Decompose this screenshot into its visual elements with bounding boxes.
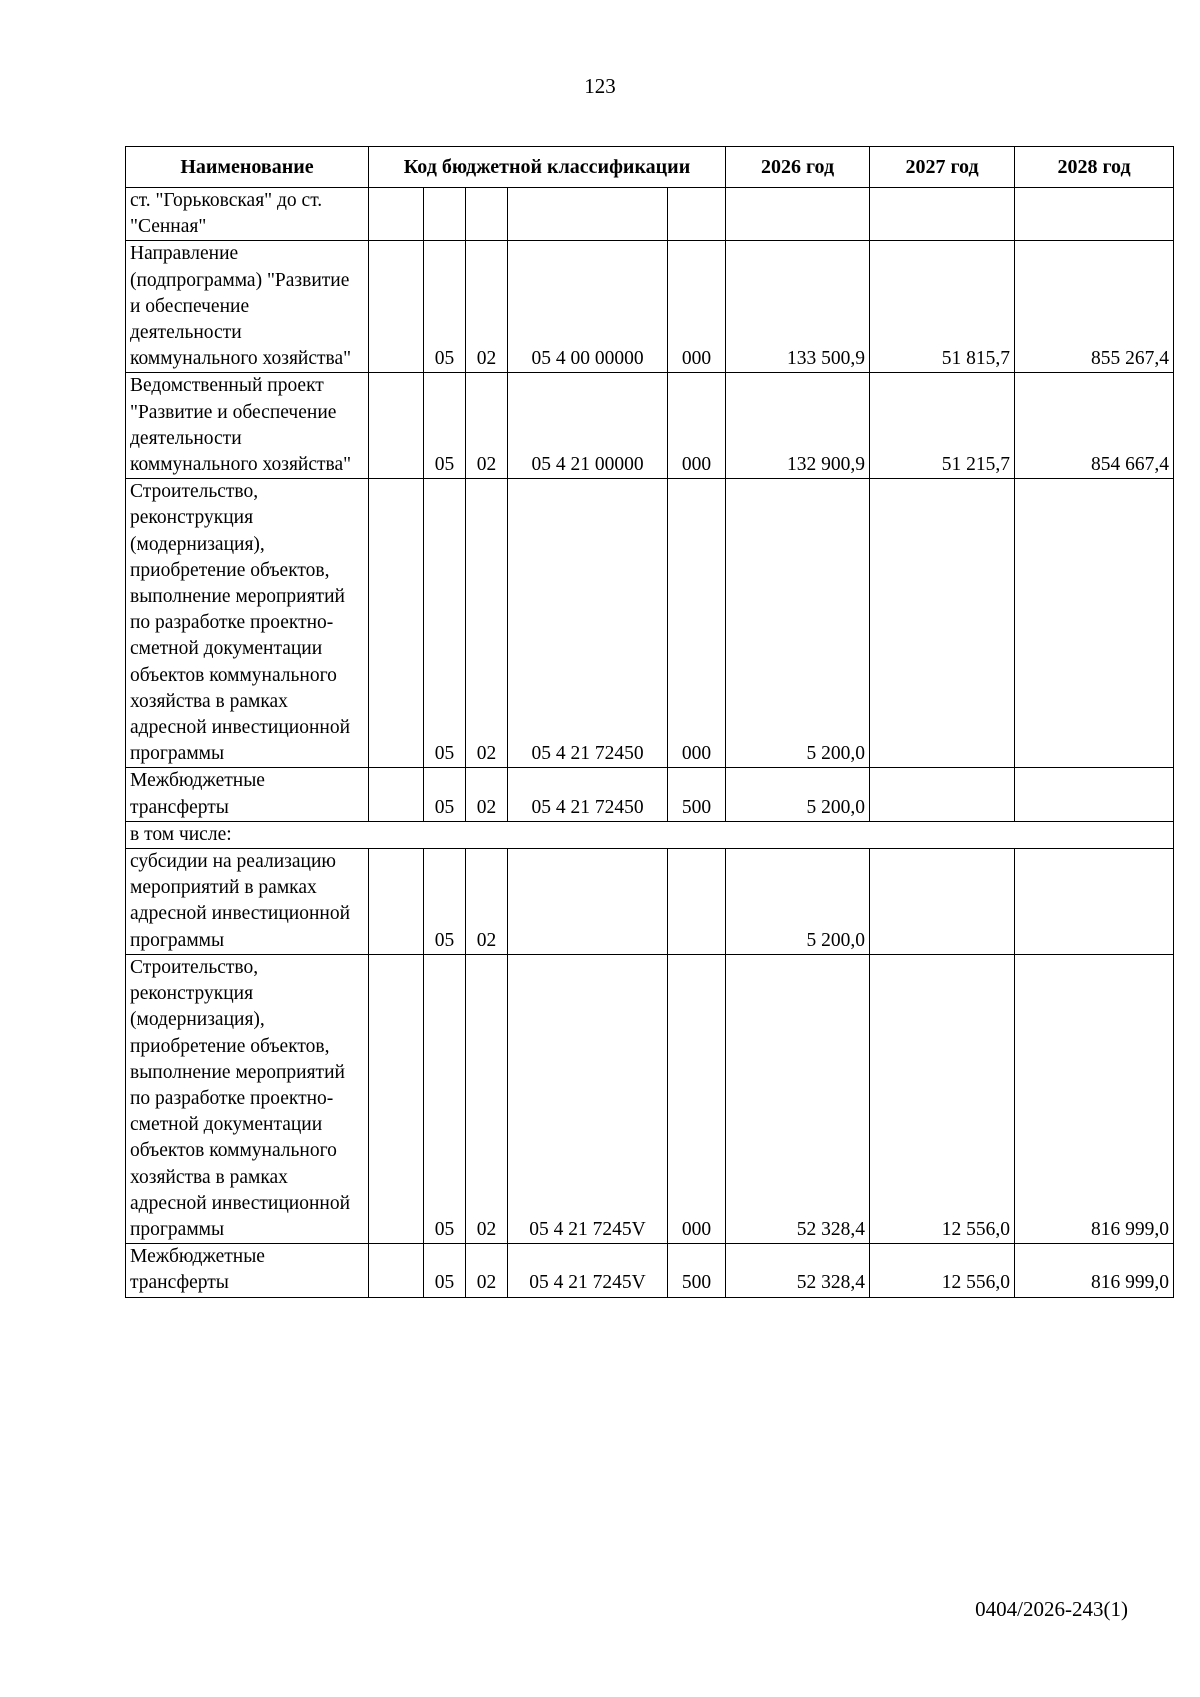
code-section: 05: [424, 373, 466, 479]
code-type: [668, 849, 726, 955]
code-type: 500: [668, 768, 726, 821]
value-2027: 51 215,7: [870, 373, 1015, 479]
table-header-row: [126, 147, 1174, 188]
code-subsection: [466, 188, 508, 241]
table-row: [126, 241, 1174, 373]
code-target: 05 4 21 72450: [508, 768, 668, 821]
value-2027: 51 815,7: [870, 241, 1015, 373]
code-type: 000: [668, 241, 726, 373]
code-type: [668, 188, 726, 241]
code-empty: [369, 1244, 424, 1297]
code-section: 05: [424, 479, 466, 768]
code-target: 05 4 21 7245V: [508, 1244, 668, 1297]
table-row: [126, 954, 1174, 1243]
row-name: субсидии на реализацию мероприятий в рамках адресной инвестиционной программы: [126, 849, 369, 955]
value-2026: 5 200,0: [726, 768, 870, 821]
value-2026: 52 328,4: [726, 954, 870, 1243]
value-2028: [1015, 768, 1174, 821]
row-name: Межбюджетные трансферты: [126, 768, 369, 821]
code-subsection: 02: [466, 479, 508, 768]
code-section: 05: [424, 954, 466, 1243]
value-2026: 132 900,9: [726, 373, 870, 479]
header-2026: 2026 год: [726, 147, 870, 188]
row-name: Строительство, реконструкция (модернизация), приобретение объектов, выполнение мероприятий по разработке проектно-сметной документации объектов коммунального хозяйства в рамках адресной инвестиционной программы: [126, 954, 369, 1243]
value-2027: [870, 479, 1015, 768]
value-2028: 855 267,4: [1015, 241, 1174, 373]
value-2026: 5 200,0: [726, 849, 870, 955]
table-row: [126, 373, 1174, 479]
page-number: 123: [584, 74, 616, 98]
code-empty: [369, 849, 424, 955]
value-2027: 12 556,0: [870, 954, 1015, 1243]
code-subsection: 02: [466, 849, 508, 955]
code-target: 05 4 21 00000: [508, 373, 668, 479]
code-empty: [369, 954, 424, 1243]
table-row: [126, 188, 1174, 241]
code-empty: [369, 188, 424, 241]
value-2028: [1015, 479, 1174, 768]
code-type: 000: [668, 479, 726, 768]
table-row: [126, 768, 1174, 821]
code-subsection: 02: [466, 954, 508, 1243]
value-2028: [1015, 849, 1174, 955]
budget-table: [125, 146, 1174, 1298]
code-section: [424, 188, 466, 241]
code-target: [508, 849, 668, 955]
header-name: Наименование: [126, 147, 369, 188]
value-2026: 133 500,9: [726, 241, 870, 373]
code-type: 000: [668, 373, 726, 479]
value-2028: [1015, 188, 1174, 241]
document-code: 0404/2026-243(1): [975, 1597, 1128, 1621]
value-2026: 5 200,0: [726, 479, 870, 768]
header-2028: 2028 год: [1015, 147, 1174, 188]
code-subsection: 02: [466, 768, 508, 821]
value-2026: [726, 188, 870, 241]
row-name: в том числе:: [126, 821, 1174, 848]
code-empty: [369, 241, 424, 373]
row-name: ст. "Горьковская" до ст. "Сенная": [126, 188, 369, 241]
code-type: 000: [668, 954, 726, 1243]
value-2027: [870, 188, 1015, 241]
header-code: Код бюджетной классификации: [369, 147, 726, 188]
row-name: Ведомственный проект "Развитие и обеспечение деятельности коммунального хозяйства": [126, 373, 369, 479]
code-empty: [369, 373, 424, 479]
code-target: 05 4 00 00000: [508, 241, 668, 373]
row-name: Межбюджетные трансферты: [126, 1244, 369, 1297]
value-2028: 816 999,0: [1015, 1244, 1174, 1297]
code-section: 05: [424, 1244, 466, 1297]
table-row: [126, 849, 1174, 955]
table-row: [126, 1244, 1174, 1297]
code-section: 05: [424, 768, 466, 821]
code-empty: [369, 479, 424, 768]
value-2027: [870, 849, 1015, 955]
value-2027: 12 556,0: [870, 1244, 1015, 1297]
header-2027: 2027 год: [870, 147, 1015, 188]
code-target: 05 4 21 72450: [508, 479, 668, 768]
code-empty: [369, 768, 424, 821]
code-target: 05 4 21 7245V: [508, 954, 668, 1243]
value-2028: 854 667,4: [1015, 373, 1174, 479]
table-row: [126, 821, 1174, 848]
code-subsection: 02: [466, 373, 508, 479]
code-target: [508, 188, 668, 241]
row-name: Направление (подпрограмма) "Развитие и обеспечение деятельности коммунального хозяйства": [126, 241, 369, 373]
value-2027: [870, 768, 1015, 821]
code-section: 05: [424, 849, 466, 955]
row-name: Строительство, реконструкция (модернизация), приобретение объектов, выполнение мероприятий по разработке проектно-сметной документации объектов коммунального хозяйства в рамках адресной инвестиционной программы: [126, 479, 369, 768]
value-2028: 816 999,0: [1015, 954, 1174, 1243]
code-subsection: 02: [466, 241, 508, 373]
code-subsection: 02: [466, 1244, 508, 1297]
code-section: 05: [424, 241, 466, 373]
value-2026: 52 328,4: [726, 1244, 870, 1297]
table-row: [126, 479, 1174, 768]
code-type: 500: [668, 1244, 726, 1297]
